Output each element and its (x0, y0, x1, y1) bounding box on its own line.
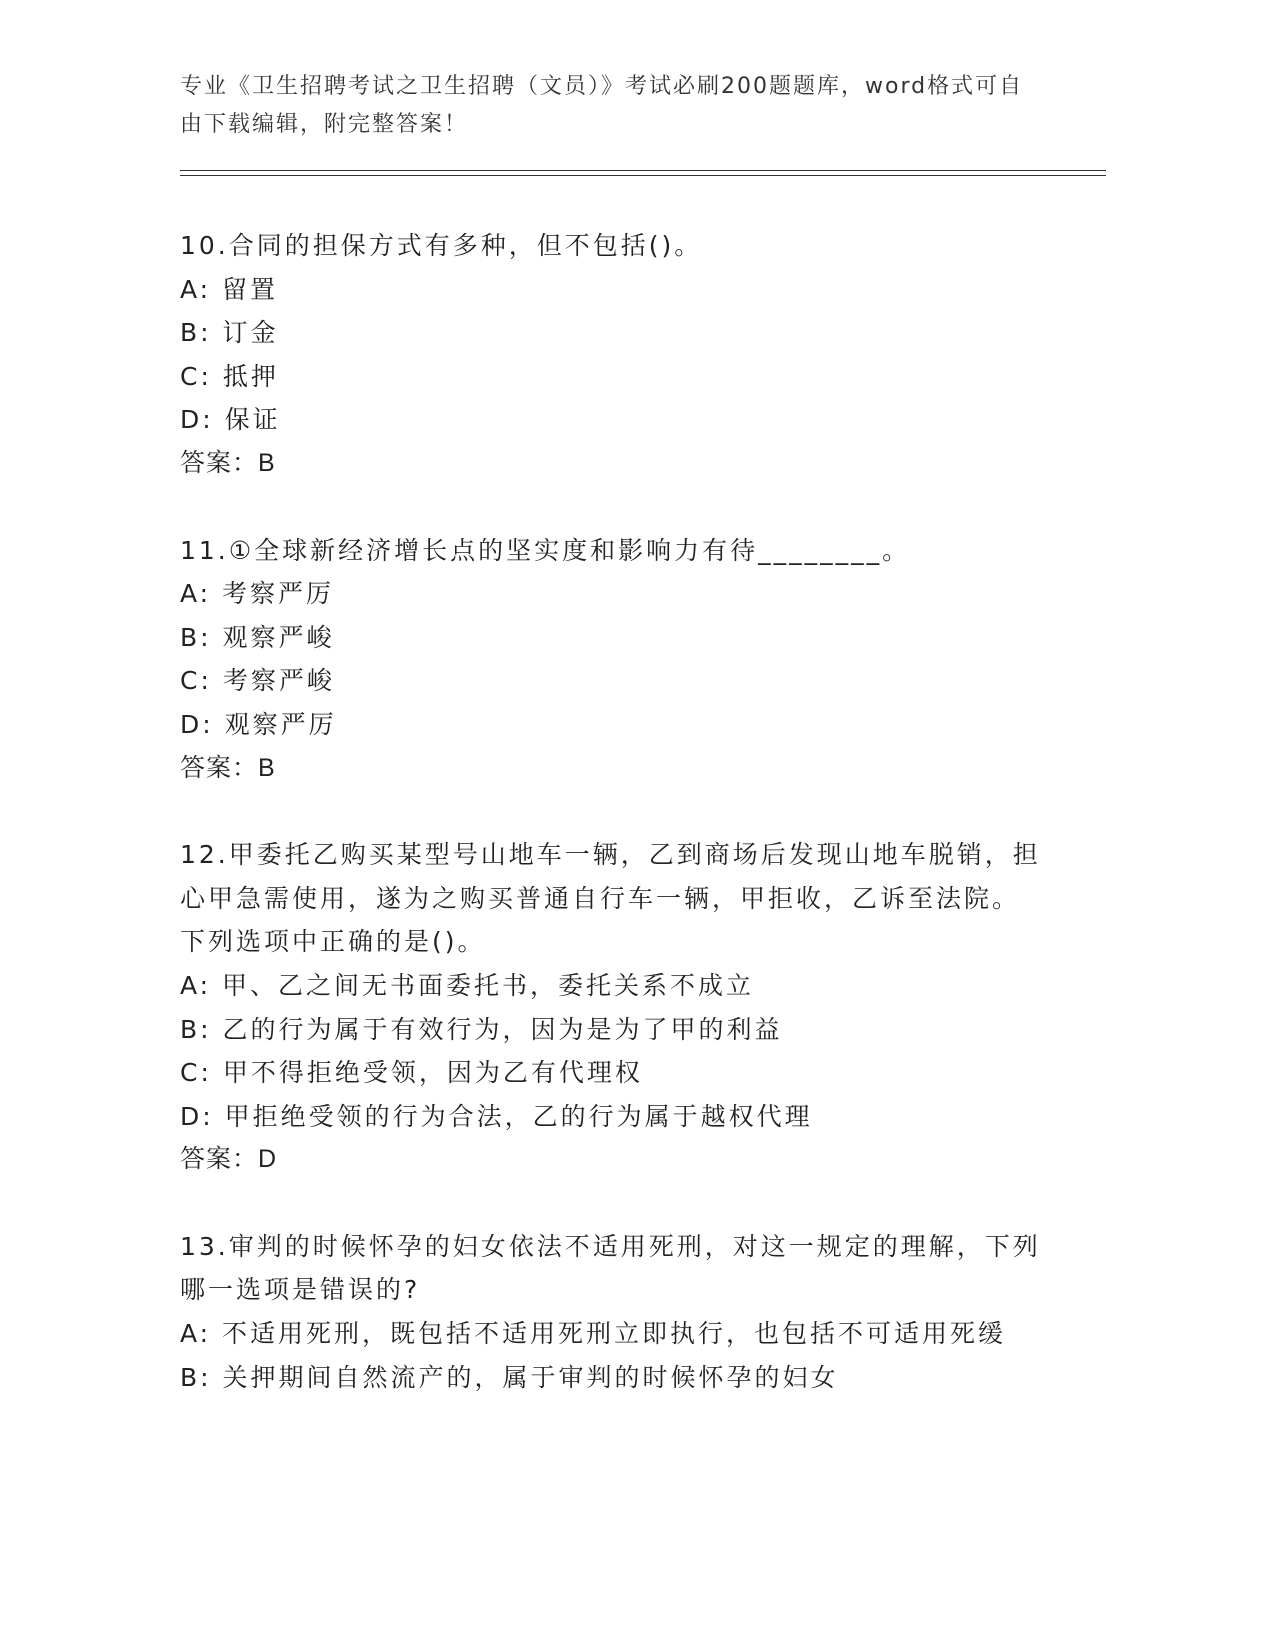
option-a: A: 考察严厉 (180, 579, 335, 609)
question-12 (180, 833, 1060, 1182)
question-11 (180, 529, 1060, 791)
question-stem-line-3: 下列选项中正确的是()。 (180, 927, 486, 957)
option-c: C: 考察严峻 (180, 666, 335, 696)
question-stem-line-1: 13.审判的时候怀孕的妇女依法不适用死刑，对这一规定的理解，下列 (180, 1231, 1041, 1261)
answer: 答案：B (180, 753, 276, 782)
question-stem-line-2: 哪一选项是错误的? (180, 1275, 421, 1305)
option-b: B: 观察严峻 (180, 622, 335, 652)
question-stem-line-1: 12.甲委托乙购买某型号山地车一辆，乙到商场后发现山地车脱销，担 (180, 840, 1041, 870)
option-a: A: 不适用死刑，既包括不适用死刑立即执行，也包括不可适用死缓 (180, 1319, 1007, 1349)
header-line-2: 由下载编辑，附完整答案！ (180, 112, 469, 137)
option-b: B: 订金 (180, 318, 279, 348)
option-a: A: 留置 (180, 274, 279, 304)
header-line-1: 专业《卫生招聘考试之卫生招聘（文员）》考试必刷200题题库，word格式可自 (180, 74, 1024, 99)
question-10 (180, 224, 1060, 486)
option-d: D: 甲拒绝受领的行为合法，乙的行为属于越权代理 (180, 1101, 813, 1131)
header-divider-bottom (180, 175, 1106, 176)
document-header (180, 68, 1060, 144)
question-stem: 11.①全球新经济增长点的坚实度和影响力有待________。 (180, 535, 911, 565)
answer: 答案：D (180, 1145, 278, 1174)
option-a: A: 甲、乙之间无书面委托书，委托关系不成立 (180, 970, 755, 1000)
option-d: D: 观察严厉 (180, 709, 337, 739)
header-divider-top (180, 170, 1106, 171)
question-13 (180, 1225, 1060, 1399)
option-b: B: 关押期间自然流产的，属于审判的时候怀孕的妇女 (180, 1362, 839, 1392)
question-stem-line-2: 心甲急需使用，遂为之购买普通自行车一辆，甲拒收，乙诉至法院。 (180, 883, 1021, 913)
option-c: C: 抵押 (180, 361, 279, 391)
question-list (180, 224, 1060, 1442)
question-stem: 10.合同的担保方式有多种，但不包括()。 (180, 231, 703, 260)
option-b: B: 乙的行为属于有效行为，因为是为了甲的利益 (180, 1014, 783, 1044)
answer: 答案：B (180, 448, 276, 477)
option-d: D: 保证 (180, 405, 281, 435)
option-c: C: 甲不得拒绝受领，因为乙有代理权 (180, 1058, 643, 1088)
